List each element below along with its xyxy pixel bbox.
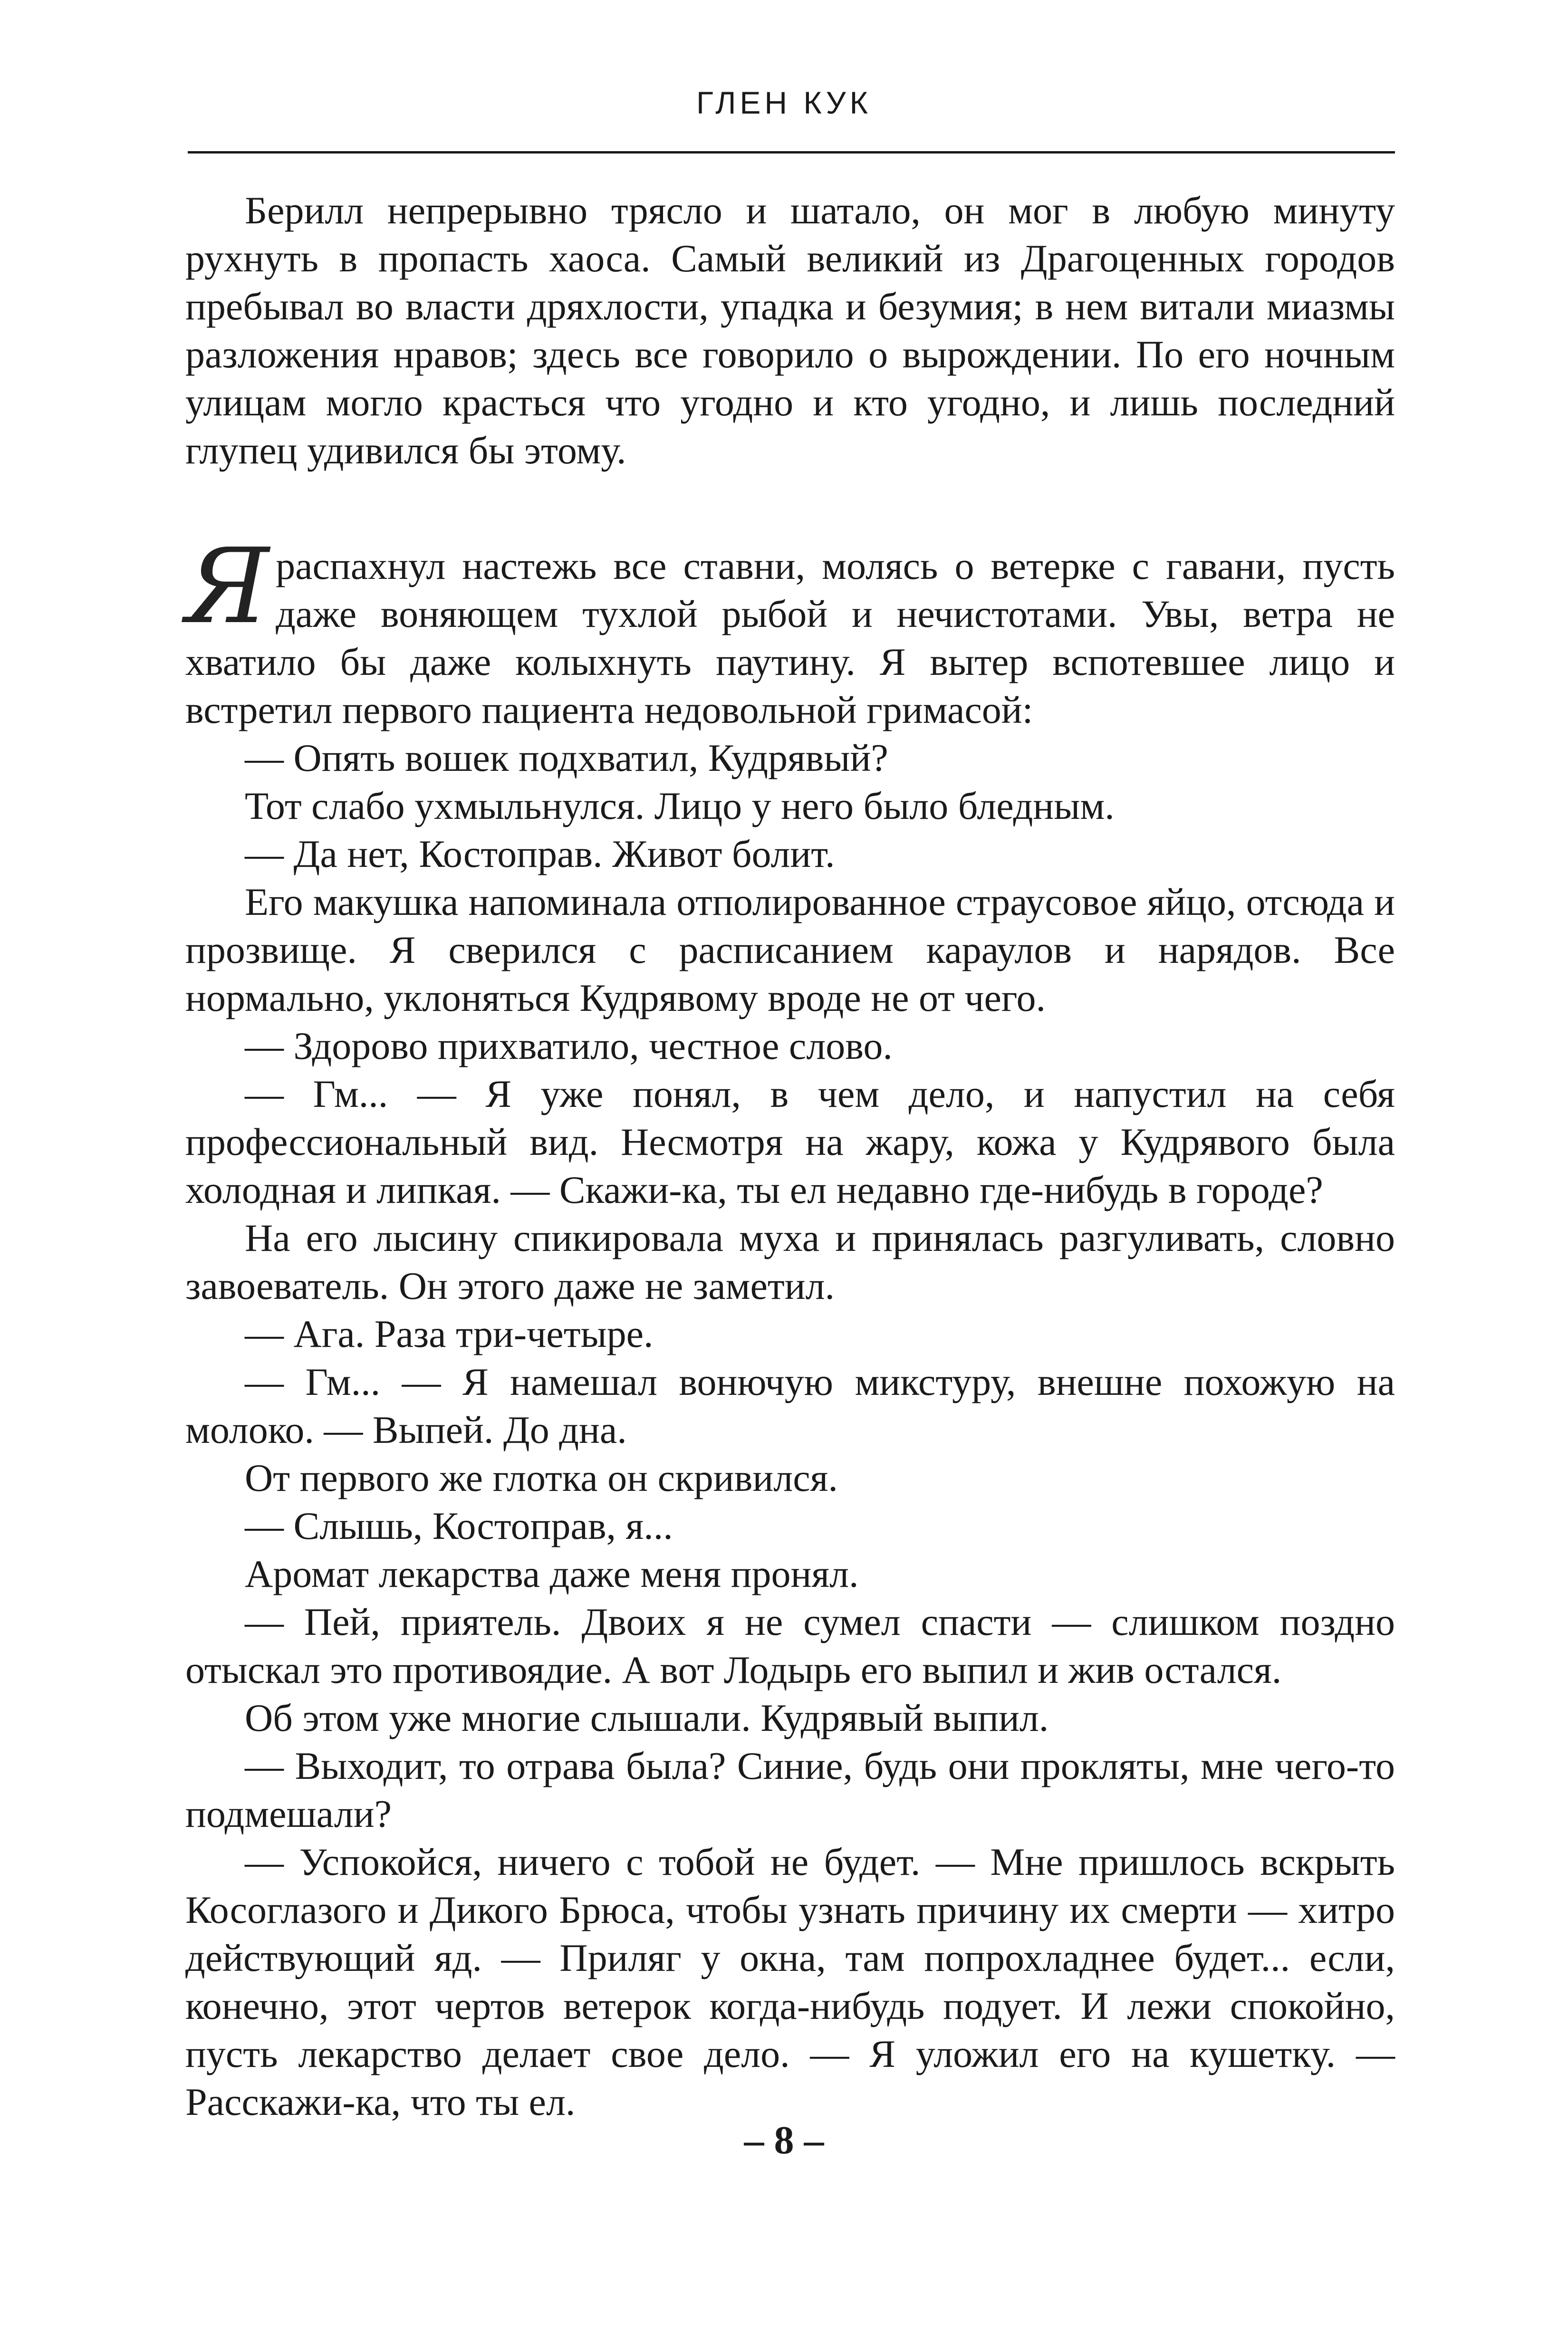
paragraph: — Гм... — Я уже понял, в чем дело, и напустил на себя профессиональный вид. Несмотря на жару, кожа у Кудрявого была холодная и липкая. — Скажи-ка, ты ел недавно где-нибудь в городе? [185, 1072, 1395, 1211]
paragraph: От первого же глотка он скривился. [245, 1456, 838, 1499]
paragraph: — Слышь, Костоправ, я... [245, 1504, 673, 1547]
paragraph: — Да нет, Костоправ. Живот болит. [245, 832, 835, 875]
header-rule [188, 151, 1395, 154]
epigraph-text: Берилл непрерывно трясло и шатало, он мог в любую минуту рухнуть в пропасть хаоса. Самый великий из Драгоценных городов пребывал во власти дряхлости, упадка и безумия; в нем витали миазмы разложения нравов; здесь все говорило о вырождении. По его ночным улицам могло красться что угодно и кто угодно, и лишь последний глупец удивился бы этому. [185, 189, 1395, 472]
paragraph: — Пей, приятель. Двоих я не сумел спасти — слишком поздно отыскал это противоядие. А вот Лодырь его выпил и жив остался. [185, 1600, 1395, 1691]
running-title: ГЛЕН КУК [696, 85, 872, 120]
paragraph: На его лысину спикировала муха и принялась разгуливать, словно завоеватель. Он этого даже не заметил. [185, 1216, 1395, 1307]
paragraph: Тот слабо ухмыльнулся. Лицо у него было бледным. [245, 784, 1115, 827]
paragraph: — Ага. Раза три-четыре. [245, 1312, 654, 1355]
first-paragraph-text: распахнул настежь все ставни, молясь о ветерке с гавани, пусть даже воняющем тухлой рыбой и нечистотами. Увы, ветра не хватило бы даже колыхнуть паутину. Я вытер вспотевшее лицо и встретил первого пациента недовольной гримасой: [185, 544, 1395, 731]
paragraph: Аромат лекарства даже меня пронял. [245, 1552, 859, 1595]
paragraph: — Гм... — Я намешал вонючую микстуру, внешне похожую на молоко. — Выпей. До дна. [185, 1360, 1395, 1451]
paragraph: — Успокойся, ничего с тобой не будет. — Мне пришлось вскрыть Косоглазого и Дикого Брюса, чтобы узнать причину их смерти — хитро действующий яд. — Приляг у окна, там попрохладнее будет... если, конечно, этот чертов ветерок когда-нибудь подует. И лежи спокойно, пусть лекарство делает свое дело. — Я уложил его на кушетку. — Расскажи-ка, что ты ел. [185, 1840, 1395, 2123]
paragraph: — Здорово прихватило, честное слово. [245, 1024, 893, 1067]
paragraph: Об этом уже многие слышали. Кудрявый выпил. [245, 1696, 1049, 1739]
drop-cap: Я [185, 527, 269, 647]
paragraph: — Выходит, то отрава была? Синие, будь они прокляты, мне чего-то подмешали? [185, 1744, 1395, 1835]
page-number: – 8 – [744, 2118, 824, 2162]
main-text [185, 527, 1395, 2126]
epigraph [185, 186, 1395, 474]
first-paragraph [185, 527, 1395, 734]
paragraph: Его макушка напоминала отполированное страусовое яйцо, отсюда и прозвище. Я сверился с расписанием караулов и нарядов. Все нормально, уклоняться Кудрявому вроде не от чего. [185, 880, 1395, 1019]
paragraph: — Опять вошек подхватил, Кудрявый? [245, 736, 888, 779]
